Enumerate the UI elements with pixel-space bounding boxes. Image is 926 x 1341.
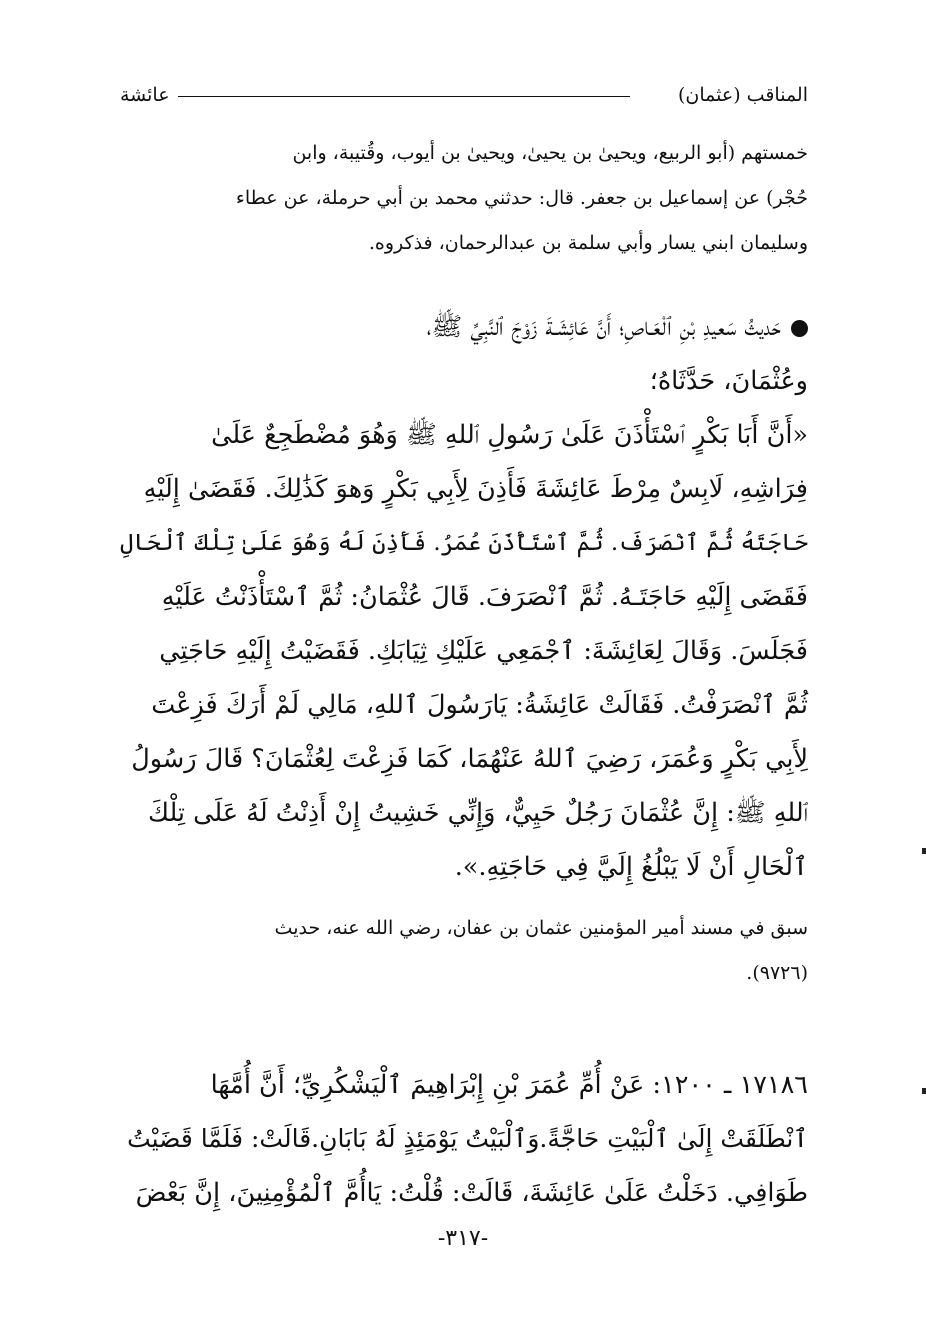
- text-line: طَوَافِي. دَخَلْتُ عَلَىٰ عَائِشَةَ، قَالَتْ: قُلْتُ: يَاأُمَّ ٱلْمُؤْمِنِينَ، إِنَّ بَعْضَ: [135, 1178, 808, 1208]
- cross-reference-note: [118, 906, 808, 996]
- text-line: سبق في مسند أمير المؤمنين عثمان بن عفان، رضي الله عنه، حديث: [274, 917, 808, 939]
- page-number: -٣١٧-: [437, 1226, 489, 1251]
- text-line: ثُمَّ ٱنْصَرَفْتُ. فَقَالَتْ عَائِشَةُ: يَارَسُولَ ٱللهِ، مَالِي لَمْ أَرَكَ فَزِعْتَ: [151, 690, 808, 720]
- header-rule: [178, 96, 630, 97]
- text-line: وعُثْمَانَ، حَدَّثَاهُ؛: [649, 366, 808, 396]
- text-line: ٱللهِ ﷺ: إِنَّ عُثْمَانَ رَجُلٌ حَيِيٌّ، وَإِنِّي خَشِيتُ إِنْ أَذِنْتُ لَهُ عَلَى تِلْكَ: [148, 798, 808, 828]
- header-section-title: عائشة: [120, 84, 170, 106]
- text-line: لِأَبِي بَكْرٍ وَعُمَرَ، رَضِيَ ٱللهُ عَنْهُمَا، كَمَا فَزِعْتَ لِعُثْمَانَ؟ قَالَ رَسُولُ: [131, 744, 808, 774]
- text-line: وسليمان ابني يسار وأبي سلمة بن عبدالرحمان، فذكروه.: [368, 232, 808, 254]
- text-line: ٱلْحَالِ أَنْ لَا يَبْلُغُ إِلَيَّ فِي حَاجَتِهِ.».: [454, 852, 808, 882]
- text-line: خمستهم (أبو الربيع، ويحيىٰ بن يحيىٰ، ويحيىٰ بن أيوب، وقُتيبة، وابن: [292, 142, 808, 164]
- scan-mark: [922, 848, 926, 854]
- text-line: ٱنْطَلَقَتْ إِلَىٰ ٱلْبَيْتِ حَاجَّةً.وَٱلْبَيْتُ يَوْمَئِذٍ لَهُ بَابَانِ.قَالَتْ: فَلَمَّا قَضَيْتُ: [127, 1124, 808, 1153]
- hadith-heading-line: [118, 300, 808, 354]
- hadith-text: [118, 300, 808, 894]
- hadith-entry: [118, 1058, 808, 1220]
- chain-of-narration-paragraph: [118, 131, 808, 266]
- text-line: فِرَاشِهِ، لَابِسٌ مِرْطَ عَائِشَةَ فَأَذِنَ لِأَبِي بَكْرٍ وَهوَ كَذَٰلِكَ. فَقَضَىٰ إِلَيْهِ: [143, 474, 808, 504]
- text-line: «أَنَّ أَبَا بَكْرٍ ٱسْتَأْذَنَ عَلَىٰ رَسُولِ ٱللهِ ﷺ وَهُوَ مُضْطَجِعٌ عَلَىٰ: [211, 420, 808, 450]
- header-chapter-title: المناقب (عثمان): [678, 84, 808, 106]
- text-line: حُجْر) عن إسماعيل بن جعفر. قال: حدثني محمد بن أبي حرملة، عن عطاء: [235, 187, 808, 209]
- text-line: (٩٧٢٦).: [746, 962, 808, 984]
- bullet-icon: [791, 320, 808, 337]
- text-line: فَجَلَسَ. وَقَالَ لِعَائِشَةَ: ٱجْمَعِي عَلَيْكِ ثِيَابَكِ. فَقَضَيْتُ إِلَيْهِ حَاجَتِي: [159, 636, 808, 666]
- text-line: حَاجَتَهُ ثُمَّ ٱنْصَرَفَ. ثُمَّ ٱسْتَأْذَنَ عُمَرُ. فَأَذِنَ لَهُ وَهُوَ عَلَىٰ تِلْكَ ٱلْحَالِ: [119, 530, 808, 556]
- scan-mark: [922, 1088, 926, 1094]
- text-line: حَديثُ سَعيدِ بْنِ ٱلْعَـاصِ؛ أَنَّ عَائِشَـةَ زَوْجَ ٱلنَّبِيِّ ﷺ،: [426, 312, 781, 342]
- text-line: ١٧١٨٦ ـ ١٢٠٠: عَنْ أُمِّ عُمَرَ بْنِ إِبْرَاهِيمَ ٱلْيَشْكُرِيِّ؛ أَنَّ أُمَّهَا: [210, 1070, 808, 1100]
- running-head: [120, 84, 808, 118]
- text-line: فَقَضَى إِلَيْهِ حَاجَتَـهُ. ثُمَّ ٱنْصَرَفَ. قَالَ عُثْمَانُ: ثُمَّ ٱسْتَأْذَنْتُ عَلَيْهِ: [161, 582, 808, 612]
